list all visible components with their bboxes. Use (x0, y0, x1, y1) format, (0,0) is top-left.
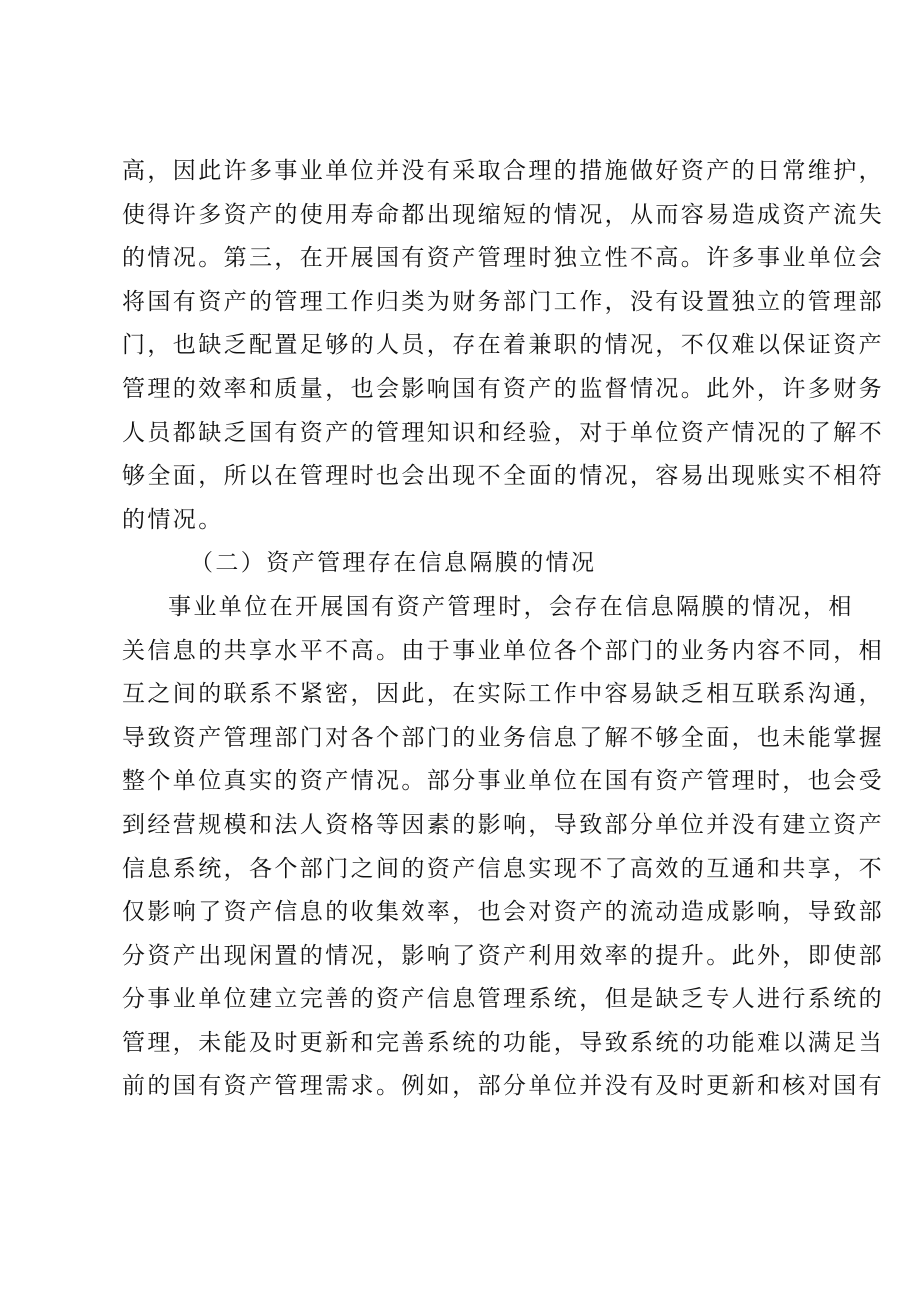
text-line: 分事业单位建立完善的资产信息管理系统，但是缺乏专人进行系统的 (122, 986, 884, 1013)
text-line: 互之间的联系不紧密，因此，在实际工作中容易缺乏相互联系沟通， (122, 681, 884, 708)
body-text (122, 150, 884, 1109)
text-line: 仅影响了资产信息的收集效率，也会对资产的流动造成影响，导致部 (122, 899, 884, 926)
text-line: 人员都缺乏国有资产的管理知识和经验，对于单位资产情况的了解不 (122, 419, 884, 446)
section-heading: （二）资产管理存在信息隔膜的情况 (190, 550, 597, 577)
text-line: 分资产出现闲置的情况，影响了资产利用效率的提升。此外，即使部 (122, 942, 884, 969)
text-line: 够全面，所以在管理时也会出现不全面的情况，容易出现账实不相符 (122, 463, 884, 490)
text-line: 信息系统，各个部门之间的资产信息实现不了高效的互通和共享，不 (122, 855, 884, 882)
text-line: 门，也缺乏配置足够的人员，存在着兼职的情况，不仅难以保证资产 (122, 332, 884, 359)
paragraph-2 (122, 586, 884, 1109)
text-line: 使得许多资产的使用寿命都出现缩短的情况，从而容易造成资产流失 (122, 201, 884, 228)
text-line: 到经营规模和法人资格等因素的影响，导致部分单位并没有建立资产 (122, 811, 884, 838)
text-line: 高，因此许多事业单位并没有采取合理的措施做好资产的日常维护， (122, 158, 884, 184)
text-line: 前的国有资产管理需求。例如，部分单位并没有及时更新和核对国有 (122, 1073, 884, 1100)
text-line: 事业单位在开展国有资产管理时，会存在信息隔膜的情况，相 (168, 593, 854, 620)
text-line: 整个单位真实的资产情况。部分事业单位在国有资产管理时，也会受 (122, 768, 884, 795)
paragraph-1 (122, 150, 884, 542)
text-line: 将国有资产的管理工作归类为财务部门工作，没有设置独立的管理部 (122, 288, 884, 315)
text-line: 导致资产管理部门对各个部门的业务信息了解不够全面，也未能掌握 (122, 724, 884, 751)
text-line: 管理的效率和质量，也会影响国有资产的监督情况。此外，许多财务 (122, 375, 884, 402)
text-line: 关信息的共享水平不高。由于事业单位各个部门的业务内容不同，相 (122, 637, 884, 664)
text-line: 的情况。第三，在开展国有资产管理时独立性不高。许多事业单位会 (122, 245, 884, 272)
text-line: 的情况。 (122, 506, 224, 533)
text-line: 管理，未能及时更新和完善系统的功能，导致系统的功能难以满足当 (122, 1029, 884, 1056)
